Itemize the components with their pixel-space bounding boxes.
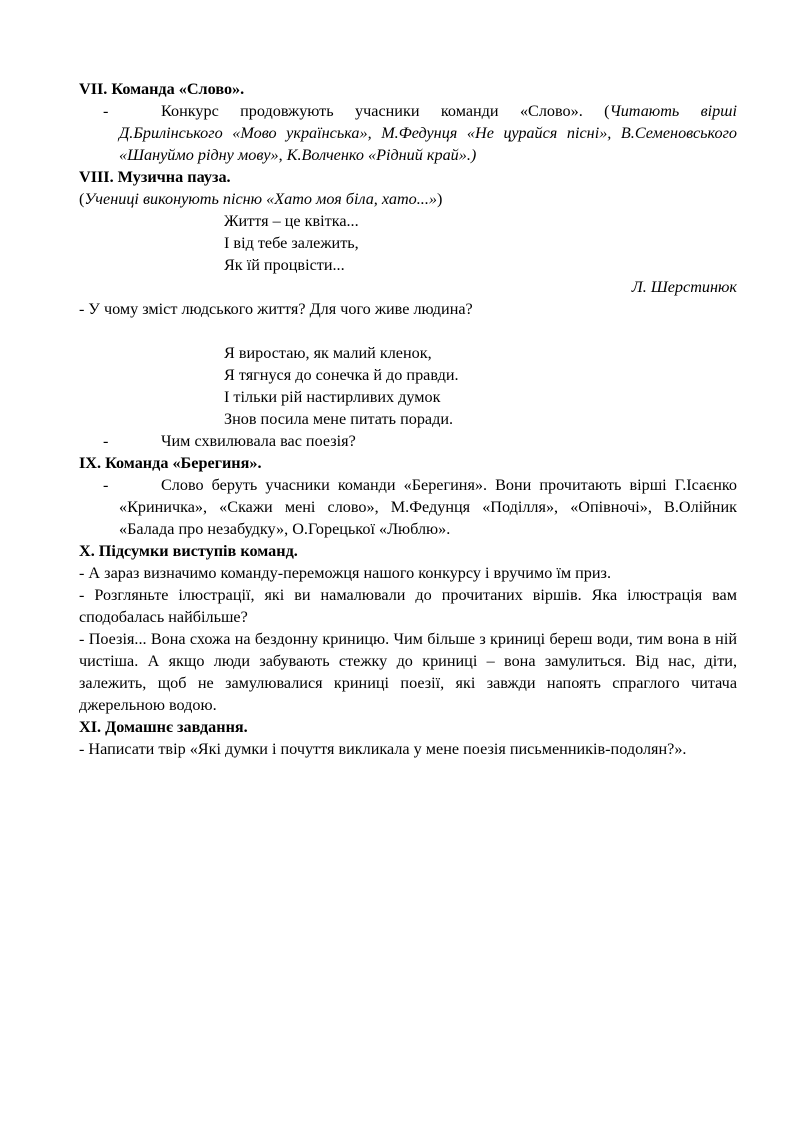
poem-2-line: Знов посила мене питать поради. [224,410,454,428]
section-11-heading: XI. Домашнє завдання. [79,718,248,736]
section-8-note-italic: Учениці виконують пісню «Хато моя біла, хато...» [84,190,437,208]
section-7-italic-end: К.Волченко «Рідний край».) [286,146,477,164]
list-dash: - [103,432,109,450]
section-10-heading: X. Підсумки виступів команд. [79,542,298,560]
section-11-paragraph: - Написати твір «Які думки і почуття викликала у мене поезія письменників-подолян?». [79,740,687,758]
document-page [79,78,737,760]
section-7-text: Конкурс продовжують учасники команди «Слово». ( [161,102,610,120]
section-8-question-2: - Чим схвилювала вас поезія? [103,432,356,450]
section-7-italic-list: Читають вірші Д.Брилінського «Мово українська», М.Федунця «Не цурайся пісні», В.Семеновського «Шануймо рідну мову» [119,102,737,164]
list-dash: - [103,476,109,494]
poem-1-line: Як їй процвісти... [224,256,345,274]
section-10-paragraph-1: - А зараз визначимо команду-переможця нашого конкурсу і вручимо їм приз. [79,564,612,582]
section-9-paragraph: - Слово беруть учасники команди «Берегиня». Вони прочитають вірші Г.Ісаєнко «Криничка», «Скажи мені слово», М.Федунця «Поділля», «Опівночі», В.Олійник «Балада про незабудку», О.Горецької «Люблю». [103,476,737,538]
section-8-question: - У чому зміст людського життя? Для чого живе людина? [79,300,473,318]
section-8-note: (Учениці виконують пісню «Хато моя біла, хато...») [79,190,443,208]
poem-1-line: Життя – це квітка... [224,212,359,230]
poem-2-line: Я тягнуся до сонечка й до правди. [224,366,459,384]
section-9-heading: IX. Команда «Берегиня». [79,454,262,472]
section-8-heading: VIII. Музична пауза. [79,168,231,186]
poem-2-line: І тільки рій настирливих думок [224,388,441,406]
list-dash: - [103,102,109,120]
section-7-heading: VII. Команда «Слово». [79,80,245,98]
section-10-paragraph-3: - Поезія... Вона схожа на бездонну криницю. Чим більше з криниці береш води, тим вона в ній чистіша. А якщо люди забувають стежку до криниці – вона замулиться. Від нас, діти, залежить, щоб не замулювалися криниці поезії, які завжди напоять спраглого читача джерельною водою. [79,630,737,714]
section-10-paragraph-2: - Розгляньте ілюстрації, які ви намалювали до прочитаних віршів. Яка ілюстрація вам сподобалась найбільше? [79,586,737,626]
poem-2-line: Я виростаю, як малий кленок, [224,344,432,362]
poem-1-line: І від тебе залежить, [224,234,359,252]
poem-author: Л. Шерстинюк [631,278,737,296]
section-7-paragraph: - Конкурс продовжують учасники команди «Слово». (Читають вірші Д.Брилінського «Мово українська», М.Федунця «Не цурайся пісні», В.Семеновського «Шануймо рідну мову», К.Волченко «Рідний край».) [103,102,737,164]
